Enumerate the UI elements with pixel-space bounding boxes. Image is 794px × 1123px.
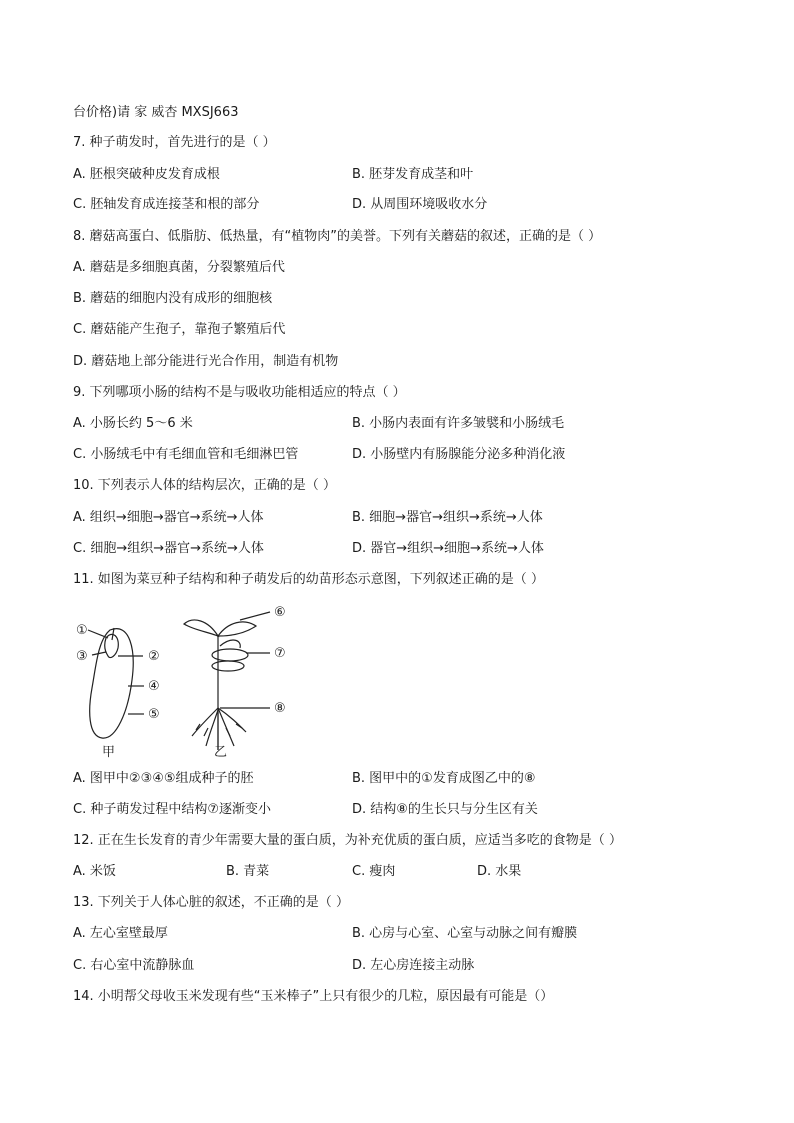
question-13-option-b: B. 心房与心室、心室与动脉之间有瓣膜 <box>352 926 578 941</box>
question-10-option-a: A. 组织→细胞→器官→系统→人体 <box>73 510 264 525</box>
label-5: ⑤ <box>148 707 160 722</box>
label-1: ① <box>76 623 88 638</box>
question-12-option-c: C. 瘦肉 <box>352 864 396 879</box>
seed-seedling-figure <box>68 600 308 760</box>
question-13-option-c: C. 右心室中流静脉血 <box>73 958 195 973</box>
question-11-option-d: D. 结构⑧的生长只与分生区有关 <box>352 802 538 817</box>
question-11-option-c: C. 种子萌发过程中结构⑦逐渐变小 <box>73 802 271 817</box>
caption-yi: 乙 <box>214 745 228 760</box>
question-12-option-b: B. 青菜 <box>226 864 270 879</box>
question-11-option-b: B. 图甲中的①发育成图乙中的⑧ <box>352 771 536 786</box>
figure-drawing <box>68 600 308 760</box>
question-12-option-a: A. 米饭 <box>73 864 116 879</box>
question-8-option-b: B. 蘑菇的细胞内没有成形的细胞核 <box>73 291 273 306</box>
right-leaf <box>218 622 256 636</box>
question-14-stem: 14. 小明帮父母收玉米发现有些“玉米棒子”上只有很少的几粒，原因最有可能是（） <box>73 989 554 1004</box>
question-8-option-c: C. 蘑菇能产生孢子，靠孢子繁殖后代 <box>73 322 286 337</box>
label-3: ③ <box>76 649 88 664</box>
question-10-option-c: C. 细胞→组织→器官→系统→人体 <box>73 541 264 556</box>
question-7-option-b: B. 胚芽发育成茎和叶 <box>352 167 474 182</box>
question-13-stem: 13. 下列关于人体心脏的叙述，不正确的是（ ） <box>73 895 349 910</box>
question-13-option-a: A. 左心室壁最厚 <box>73 926 168 941</box>
question-8-stem: 8. 蘑菇高蛋白、低脂肪、低热量，有“植物肉”的美誉。下列有关蘑菇的叙述，正确的是（ ） <box>73 229 602 244</box>
bud-curve <box>220 640 240 648</box>
question-10-option-d: D. 器官→组织→细胞→系统→人体 <box>352 541 544 556</box>
cotyledon-bottom <box>212 661 244 671</box>
question-9-option-b: B. 小肠内表面有许多皱襞和小肠绒毛 <box>352 416 565 431</box>
question-11-option-a: A. 图甲中②③④⑤组成种子的胚 <box>73 771 254 786</box>
seed-coat-shape <box>90 629 133 738</box>
question-10-stem: 10. 下列表示人体的结构层次，正确的是（ ） <box>73 478 336 493</box>
question-13-option-d: D. 左心房连接主动脉 <box>352 958 475 973</box>
question-11-stem: 11. 如图为菜豆种子结构和种子萌发后的幼苗形态示意图，下列叙述正确的是（ ） <box>73 572 544 587</box>
leader-1 <box>88 630 108 638</box>
label-6: ⑥ <box>274 605 286 620</box>
header-text: 台价格)请 家 威杏 MXSJ663 <box>73 105 239 120</box>
root-hairs <box>196 724 242 736</box>
question-12-stem: 12. 正在生长发育的青少年需要大量的蛋白质，为补充优质的蛋白质，应适当多吃的食物是（ ） <box>73 833 622 848</box>
question-7-option-a: A. 胚根突破种皮发育成根 <box>73 167 220 182</box>
question-9-option-a: A. 小肠长约 5～6 米 <box>73 416 193 431</box>
label-8: ⑧ <box>274 701 286 716</box>
root-4 <box>218 708 246 732</box>
question-8-option-a: A. 蘑菇是多细胞真菌，分裂繁殖后代 <box>73 260 285 275</box>
question-10-option-b: B. 细胞→器官→组织→系统→人体 <box>352 510 543 525</box>
question-9-option-c: C. 小肠绒毛中有毛细血管和毛细淋巴管 <box>73 447 299 462</box>
question-7-stem: 7. 种子萌发时，首先进行的是（ ） <box>73 135 276 150</box>
label-7: ⑦ <box>274 646 286 661</box>
left-leaf <box>184 620 218 636</box>
question-9-stem: 9. 下列哪项小肠的结构不是与吸收功能相适应的特点（ ） <box>73 385 406 400</box>
label-4: ④ <box>148 679 160 694</box>
question-12-option-d: D. 水果 <box>477 864 522 879</box>
question-7-option-c: C. 胚轴发育成连接茎和根的部分 <box>73 197 260 212</box>
leader-6 <box>240 612 270 620</box>
question-7-option-d: D. 从周围环境吸收水分 <box>352 197 488 212</box>
question-8-option-d: D. 蘑菇地上部分能进行光合作用，制造有机物 <box>73 354 339 369</box>
label-2: ② <box>148 649 160 664</box>
question-9-option-d: D. 小肠壁内有肠腺能分泌多种消化液 <box>352 447 566 462</box>
caption-jia: 甲 <box>102 745 116 760</box>
